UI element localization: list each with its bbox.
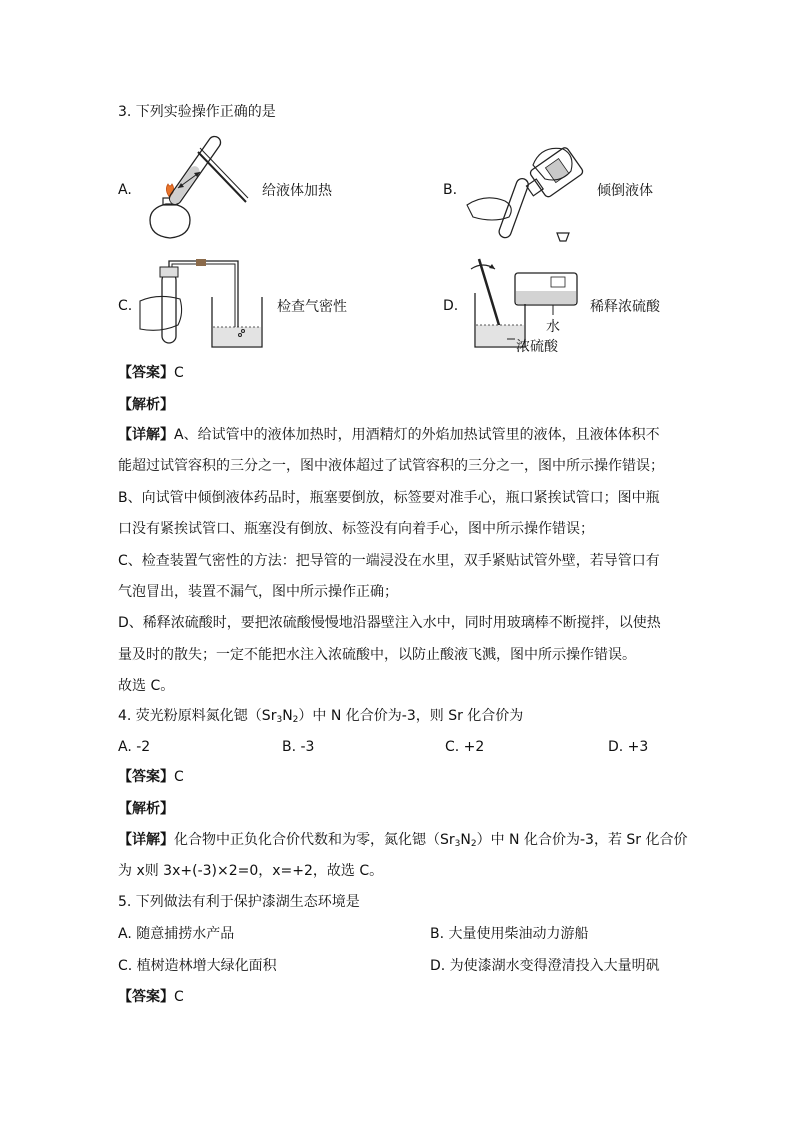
q4-stem-mid: N	[282, 708, 293, 724]
answer-label: 【答案】	[118, 769, 174, 785]
q4-answer	[118, 767, 184, 787]
q4-option-d: D. +3	[608, 739, 649, 755]
q5-option-a: A. 随意捕捞水产品	[118, 926, 235, 942]
q3-option-d-acid-label: 浓硫酸	[516, 339, 558, 355]
q5-option-c: C. 植树造林增大绿化面积	[118, 958, 277, 974]
q3-option-c-letter: C.	[118, 298, 133, 314]
q3-option-b-caption: 倾倒液体	[597, 183, 653, 199]
q3-answer	[118, 363, 184, 383]
q4-stem-post: ）中 N 化合价为-3，则 Sr 化合价为	[298, 708, 524, 724]
q4-analysis-label: 【解析】	[118, 801, 174, 817]
q5-option-b: B. 大量使用柴油动力游船	[430, 926, 589, 942]
q4-stem-pre: 4. 荧光粉原料氮化锶（Sr	[118, 708, 277, 724]
q4-option-c: C. +2	[445, 739, 485, 755]
q3-detail-line-3: B、向试管中倾倒液体药品时，瓶塞要倒放，标签要对准手心，瓶口紧挨试管口；图中瓶	[118, 490, 660, 506]
q3-option-d-letter: D.	[443, 298, 459, 314]
pouring-liquid-figure	[463, 135, 588, 245]
q4-stem-sub1: 3	[276, 715, 283, 725]
q4-stem	[118, 706, 523, 730]
heating-liquid-figure	[138, 140, 253, 245]
q4-detail-sub2: 2	[470, 839, 477, 849]
q4-option-a: A. -2	[118, 739, 151, 755]
q4-detail-line-1	[118, 830, 687, 854]
detail-text: A、给试管中的液体加热时，用酒精灯的外焰加热试管里的液体，且液体体积不	[174, 427, 660, 443]
q5-answer	[118, 987, 184, 1007]
q3-conclusion: 故选 C。	[118, 678, 175, 694]
airtightness-check-figure	[140, 255, 265, 355]
q5-stem: 5. 下列做法有利于保护漆湖生态环境是	[118, 894, 360, 910]
q4-detail-post: ）中 N 化合价为-3，若 Sr 化合价	[476, 832, 688, 848]
q3-detail-line-8: 量及时的散失；一定不能把水注入浓硫酸中，以防止酸液飞溅，图中所示操作错误。	[118, 647, 636, 663]
detail-label: 【详解】	[118, 832, 174, 848]
q3-option-d-water-label: 水	[546, 319, 560, 335]
detail-label: 【详解】	[118, 427, 174, 443]
q3-detail-line-5: C、检查装置气密性的方法：把导管的一端浸没在水里，双手紧贴试管外壁，若导管口有	[118, 553, 660, 569]
q5-option-d: D. 为使漆湖水变得澄清投入大量明矾	[430, 958, 660, 974]
q4-detail-pre: 化合物中正负化合价代数和为零，氮化锶（Sr	[174, 832, 455, 848]
q3-detail-line-7: D、稀释浓硫酸时，要把浓硫酸慢慢地沿器壁注入水中，同时用玻璃棒不断搅拌，以使热	[118, 615, 661, 631]
answer-label: 【答案】	[118, 989, 174, 1005]
q3-detail-line-2: 能超过试管容积的三分之一，图中液体超过了试管容积的三分之一，图中所示操作错误；	[118, 458, 664, 474]
q3-stem: 3. 下列实验操作正确的是	[118, 104, 276, 120]
answer-value: C	[174, 365, 184, 381]
q3-detail-line-1	[118, 425, 660, 445]
answer-label: 【答案】	[118, 365, 174, 381]
q3-option-a-letter: A.	[118, 182, 132, 198]
q3-analysis-label: 【解析】	[118, 397, 174, 413]
q3-option-b-letter: B.	[443, 182, 458, 198]
q4-detail-sub1: 3	[454, 839, 461, 849]
answer-value: C	[174, 989, 184, 1005]
q3-detail-line-6: 气泡冒出，装置不漏气，图中所示操作正确；	[118, 584, 398, 600]
q3-detail-line-4: 口没有紧挨试管口、瓶塞没有倒放、标签没有向着手心，图中所示操作错误；	[118, 521, 594, 537]
answer-value: C	[174, 769, 184, 785]
q3-option-c-caption: 检查气密性	[277, 299, 347, 315]
q3-option-a-caption: 给液体加热	[262, 183, 332, 199]
q4-detail-line-2: 为 x则 3x+(-3)×2=0，x=+2，故选 C。	[118, 863, 384, 879]
q4-detail-mid: N	[460, 832, 471, 848]
q4-stem-sub2: 2	[292, 715, 299, 725]
q3-option-d-caption: 稀释浓硫酸	[590, 299, 660, 315]
q4-option-b: B. -3	[282, 739, 315, 755]
